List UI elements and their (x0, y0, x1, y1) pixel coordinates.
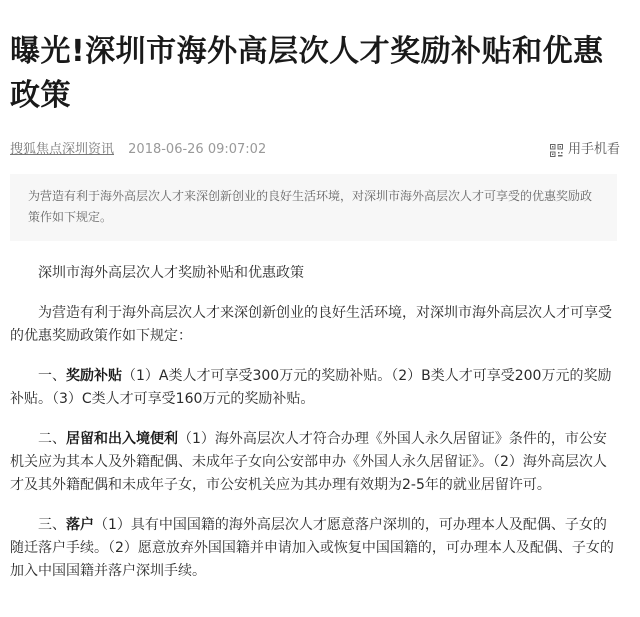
body-intro: 为营造有利于海外高层次人才来深创新创业的良好生活环境，对深圳市海外高层次人才可享受的优惠奖励政策作如下规定： (10, 305, 612, 344)
body-heading: 深圳市海外高层次人才奖励补贴和优惠政策 (38, 265, 304, 281)
section-number: 二、 (38, 431, 66, 447)
section-number: 一、 (38, 368, 66, 384)
article-title: 曝光!深圳市海外高层次人才奖励补贴和优惠政策 (10, 34, 604, 113)
section-number: 三、 (38, 517, 66, 533)
section-title: 落户 (66, 517, 94, 533)
section-title: 居留和出入境便利 (66, 431, 178, 447)
section-residence-entry (10, 428, 617, 497)
publish-time: 2018-06-26 09:07:02 (128, 142, 267, 157)
article-body (10, 262, 617, 583)
article-summary: 为营造有利于海外高层次人才来深创新创业的良好生活环境，对深圳市海外高层次人才可享受的优惠奖励政策作如下规定。 (10, 174, 617, 241)
section-household-registration (10, 514, 617, 583)
source-link[interactable]: 搜狐焦点深圳资讯 (10, 142, 115, 157)
section-text: （1）A类人才可享受300万元的奖励补贴。（2）B类人才可享受200万元的奖励补贴。（3）C类人才可享受160万元的奖励补贴。 (10, 368, 612, 407)
section-text: （1）具有中国国籍的海外高层次人才愿意落户深圳的，可办理本人及配偶、子女的随迁落户手续。（2）愿意放弃外国国籍并申请加入或恢复中国国籍的，可办理本人及配偶、子女的加入中国国籍并落户深圳手续。 (10, 517, 614, 579)
section-title: 奖励补贴 (66, 368, 122, 384)
section-text: （1）海外高层次人才符合办理《外国人永久居留证》条件的，市公安机关应为其本人及外籍配偶、未成年子女向公安部申办《外国人永久居留证》。（2）海外高层次人才及其外籍配偶和未成年子女，市公安机关应为其办理有效期为2-5年的就业居留许可。 (10, 431, 607, 493)
view-on-mobile-label: 用手机看 (567, 142, 620, 157)
qr-code-icon (550, 144, 563, 157)
article-meta (10, 139, 620, 161)
view-on-mobile-button[interactable] (550, 139, 620, 161)
section-reward-subsidy (10, 365, 617, 411)
